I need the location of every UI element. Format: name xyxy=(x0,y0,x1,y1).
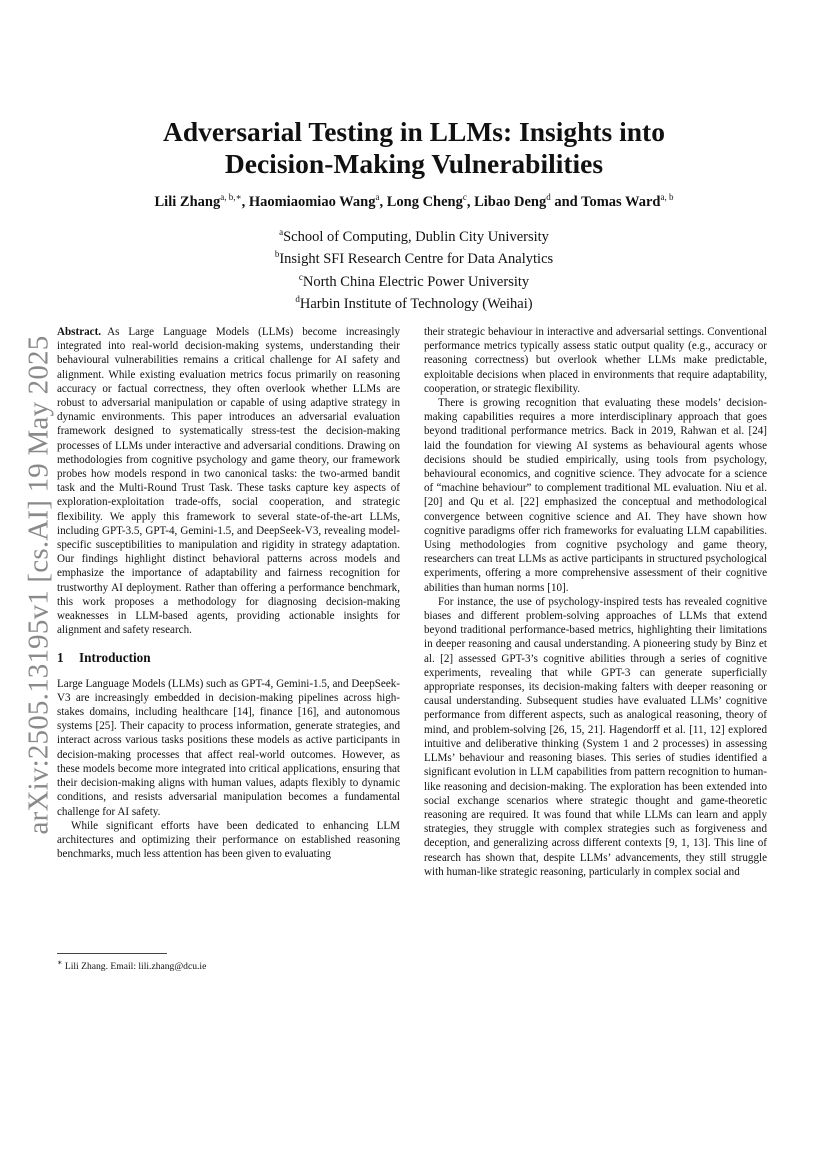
arxiv-identifier: arXiv:2505.13195v1 [cs.AI] 19 May 2025 xyxy=(22,335,55,835)
section-title: Introduction xyxy=(79,650,151,666)
author-name: Long Cheng xyxy=(386,193,463,210)
author-separator: , xyxy=(466,193,475,210)
author-affiliation-mark: a, b,∗ xyxy=(220,192,242,202)
paragraph: For instance, the use of psychology-inspired tests has revealed cognitive biases and different problem-solving approaches of LLMs that extend beyond traditional performance-based metrics, highlighting their limitations in deeper reasoning and causal understanding. A pioneering study by Binz et al. [2] assessed GPT-3’s cognitive abilities through a series of cognitive experiments, revealing that while GPT-3 can generate superficially appropriate responses, its decision-making falters with deeper reasoning or causal understanding. Subsequent studies have evaluated LLMs’ cognitive performance from different aspects, such as analogical reasoning, theory of mind, and problem-solving [26, 15, 21]. Hagendorff et al. [11, 12] explored intuitive and deliberative thinking (System 1 and 2 processes) in assessing LLMs’ behaviour and reasoning biases. This series of studies identified a significant evolution in LLM capabilities from pattern recognition to human-like reasoning and decision-making. The exploration has been extended into social exchange scenarios where strategic thought and game-theoretic reasoning are required. It was found that while LLMs can learn and apply strategies, they struggle with complex strategies such as forgiveness and deception, and generalizing across different contexts [9, 1, 13]. This line of research has shown that, despite LLMs’ advancements, they still struggle with human-like strategic reasoning, particularly in complex social and xyxy=(424,595,767,878)
affiliation-mark: d xyxy=(295,293,300,304)
paragraph: There is growing recognition that evaluating these models’ decision-making capabilities requires a more interdisciplinary approach that goes beyond traditional performance metrics. Back in 2019, Rahwan et al. [24] laid the foundation for viewing AI systems as behavioural agents whose decisions should be studied empirically, using tools from psychology, behavioural economics, and cognitive science. They advocate for a science of “machine behaviour” to complement traditional ML evaluation. Niu et al. [20] and Qu et al. [22] emphasized the conceptual and methodological convergence between cognitive science and AI. They have shown how cognitive paradigms offer rich frameworks for evaluating LLM capabilities. Using methodologies from cognitive psychology and game theory, researchers can treat LLMs as active participants in structured psychological experiments, offering a more comprehensive assessment of their cognitive abilities than human norms [10]. xyxy=(424,397,767,594)
author-name: Lili Zhang xyxy=(154,193,221,210)
author-name: Tomas Ward xyxy=(581,193,661,210)
author-name: Haomiaomiao Wang xyxy=(248,193,376,210)
abstract xyxy=(57,325,400,637)
affiliation-item xyxy=(60,269,768,291)
affiliation-item xyxy=(60,246,768,268)
affiliation-list xyxy=(60,224,768,313)
left-column xyxy=(57,325,400,861)
right-column xyxy=(424,325,767,879)
footnote-marker: ∗ xyxy=(57,958,63,967)
author-separator: , xyxy=(379,193,387,210)
author-affiliation-mark: d xyxy=(546,192,551,202)
affiliation-mark: b xyxy=(274,249,280,260)
author-separator: , xyxy=(241,193,249,210)
author-affiliation-mark: a xyxy=(375,192,380,202)
footnote-rule xyxy=(57,953,167,954)
section-heading-introduction xyxy=(57,651,400,665)
paragraph: While significant efforts have been dedicated to enhancing LLM architectures and optimizing their performance on established reasoning benchmarks, much less attention has been given to evaluating xyxy=(57,819,400,861)
affiliation-text: Insight SFI Research Centre for Data Analytics xyxy=(279,251,554,268)
affiliation-item xyxy=(60,224,768,246)
affiliation-text: Harbin Institute of Technology (Weihai) xyxy=(299,295,533,312)
paragraph: their strategic behaviour in interactive and adversarial settings. Conventional performance metrics typically assess static output quality (e.g., accuracy or reasoning correctness) but overlook whether LLMs make predictable, exploitable decisions when placed in environments that require adaptability, cooperation, or strategic flexibility. xyxy=(424,326,767,395)
affiliation-text: School of Computing, Dublin City University xyxy=(283,228,549,245)
author-list xyxy=(60,192,768,211)
affiliation-item xyxy=(60,291,768,313)
paper-title-line-1: Adversarial Testing in LLMs: Insights into xyxy=(163,116,665,147)
paper-title-line-2: Decision-Making Vulnerabilities xyxy=(224,148,604,179)
affiliation-mark: c xyxy=(298,271,303,282)
author-affiliation-mark: c xyxy=(462,192,467,202)
paragraph: Large Language Models (LLMs) such as GPT-4, Gemini-1.5, and DeepSeek-V3 are increasingly embedded in decision-making pipelines across high-stakes domains, including healthcare [14], finance [16], and autonomous systems [25]. Their capacity to process information, generate strategies, and interact across various tasks positions these models as active participants in decision-making processes that affect real-world outcomes. However, as these models become more integrated into critical applications, ensuring that their decision-making aligns with human values, adapts flexibly to dynamic conditions, and resists adversarial manipulation becomes a fundamental challenge for AI safety. xyxy=(57,677,400,818)
author-name: Libao Deng xyxy=(474,193,547,210)
abstract-label: Abstract. xyxy=(57,326,102,338)
abstract-text: As Large Language Models (LLMs) become increasingly integrated into real-world decision-making systems, understanding their behavioural vulnerabilities remains a critical challenge for AI safety and alignment. While existing evaluation metrics focus primarily on reasoning accuracy or factual correctness, they often overlook whether LLMs are robust to adversarial manipulation or capable of using adaptive strategy in dynamic environments. This paper introduces an adversarial evaluation framework designed to systematically stress-test the decision-making processes of LLMs under interactive and adversarial conditions. Drawing on methodologies from cognitive psychology and game theory, our framework probes how models respond in two canonical tasks: the two-armed bandit task and the Multi-Round Trust Task. These tasks capture key aspects of exploration-exploitation trade-offs, social cooperation, and strategic flexibility. We apply this framework to several state-of-the-art LLMs, including GPT-3.5, GPT-4, Gemini-1.5, and DeepSeek-V3, revealing model-specific susceptibilities to manipulation and rigidity in strategy adaptation. Our findings highlight distinct behavioral patterns across models and emphasize the importance of adaptability and fairness recognition for trustworthy AI deployment. Rather than offering a performance benchmark, this work proposes a methodology for diagnosing decision-making weaknesses in LLM-based agents, providing actionable insights for alignment and safety research. xyxy=(57,326,400,637)
paper-title xyxy=(60,116,768,180)
author-affiliation-mark: a, b xyxy=(660,192,674,202)
section-number: 1 xyxy=(57,650,64,666)
affiliation-text: North China Electric Power University xyxy=(302,273,530,290)
footnote-text: Lili Zhang. Email: lili.zhang@dcu.ie xyxy=(64,961,207,973)
author-separator: and xyxy=(550,193,582,210)
affiliation-mark: a xyxy=(279,227,284,237)
footnote xyxy=(57,958,400,972)
